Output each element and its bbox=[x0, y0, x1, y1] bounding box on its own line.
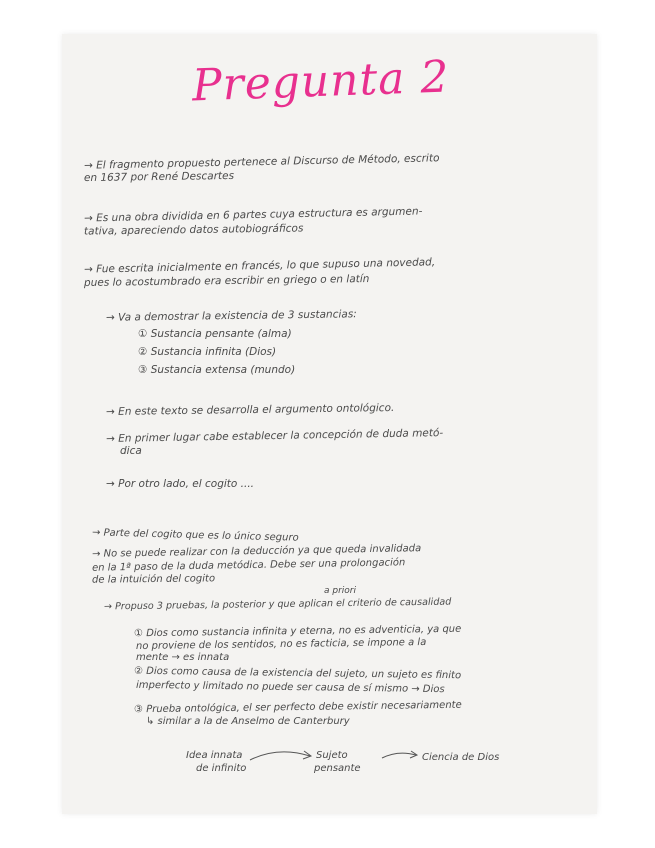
note-line: → El fragmento propuesto pertenece al Discurso de Método, escrito bbox=[83, 152, 440, 172]
list-item: ① Dios como sustancia infinita y eterna, no es adventicia, ya que bbox=[133, 623, 462, 640]
notebook-page bbox=[62, 34, 597, 814]
diagram-node: Idea innata bbox=[186, 750, 243, 761]
list-item: ② Dios como causa de la existencia del sujeto, un sujeto es finito bbox=[133, 665, 462, 682]
page-title: Pregunta 2 bbox=[191, 51, 451, 112]
list-item: ③ Prueba ontológica, el ser perfecto debe existir necesariamente bbox=[133, 699, 462, 716]
diagram-node: de infinito bbox=[196, 763, 247, 774]
list-item: ↳ similar a la de Anselmo de Canterbury bbox=[146, 716, 350, 727]
note-line: → Parte del cogito que es lo único seguro bbox=[91, 527, 299, 544]
note-line: → Fue escrita inicialmente en francés, lo que supuso una novedad, bbox=[83, 256, 436, 276]
note-line: → Va a demostrar la existencia de 3 sustancias: bbox=[105, 308, 357, 324]
diagram-node: Sujeto bbox=[316, 750, 348, 761]
arrow-icon bbox=[380, 748, 422, 764]
diagram-node: pensante bbox=[314, 763, 361, 774]
note-line: → En este texto se desarrolla el argumento ontológico. bbox=[105, 401, 395, 419]
list-item: ③ Sustancia extensa (mundo) bbox=[138, 364, 296, 376]
note-line: en 1637 por René Descartes bbox=[83, 169, 235, 185]
list-item: imperfecto y limitado no puede ser causa de sí mismo → Dios bbox=[135, 679, 445, 696]
note-line: → Propuso 3 pruebas, la posterior y que aplican el criterio de causalidad bbox=[103, 596, 452, 613]
note-line: → Es una obra dividida en 6 partes cuya estructura es argumen- bbox=[83, 205, 423, 225]
list-item: ② Sustancia infinita (Dios) bbox=[138, 346, 277, 358]
diagram-node: Ciencia de Dios bbox=[422, 752, 500, 763]
note-line: → En primer lugar cabe establecer la concepción de duda metó- bbox=[105, 427, 444, 445]
note-line: pues lo acostumbrado era escribir en griego o en latín bbox=[83, 273, 370, 289]
annotation: a priori bbox=[324, 586, 356, 596]
note-line: dica bbox=[120, 445, 142, 457]
list-item: mente → es innata bbox=[136, 652, 230, 663]
arrow-icon bbox=[248, 746, 318, 766]
note-line: en la 1ª paso de la duda metódica. Debe ser una prolongación bbox=[91, 557, 406, 574]
note-line: tativa, apareciendo datos autobiográficos bbox=[83, 222, 304, 238]
list-item: no proviene de los sentidos, no es facticia, se impone a la bbox=[135, 636, 427, 653]
note-line: → Por otro lado, el cogito .... bbox=[106, 478, 255, 490]
note-line: → No se puede realizar con la deducción ya que queda invalidada bbox=[91, 543, 422, 560]
note-line: de la intuición del cogito bbox=[91, 573, 216, 586]
list-item: ① Sustancia pensante (alma) bbox=[138, 328, 292, 340]
